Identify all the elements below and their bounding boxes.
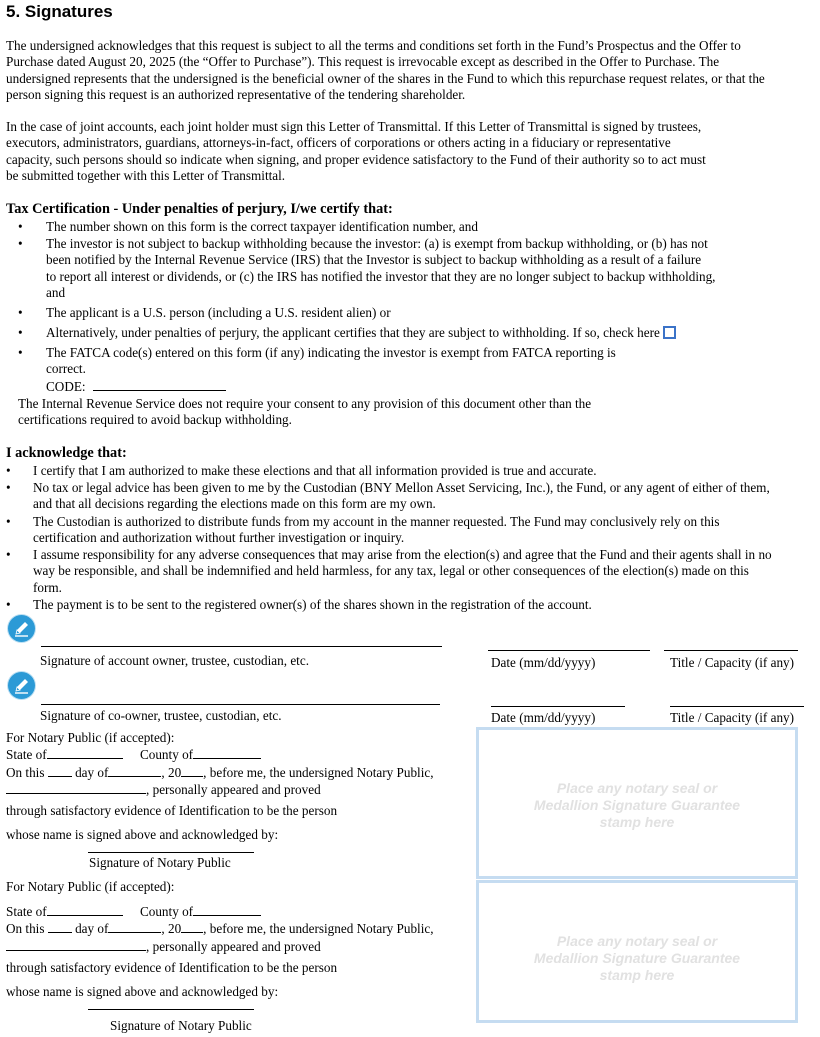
bullet-icon: •	[18, 305, 23, 320]
notary-year-field[interactable]	[181, 920, 203, 933]
notary-state-field[interactable]	[47, 903, 123, 916]
owner-signature-label: Signature of account owner, trustee, custodian, etc.	[40, 653, 309, 668]
paragraph-line: capacity, such persons should so indicate when signing, and proper evidence satisfactory to the Fund of their authority so to act must	[6, 151, 706, 167]
notary-day-field[interactable]	[48, 920, 72, 933]
coowner-title-line[interactable]	[670, 706, 804, 707]
notary-signature-label: Signature of Notary Public	[110, 1018, 252, 1033]
notary-whose-name-text: whose name is signed above and acknowledged by:	[6, 827, 279, 842]
paragraph-line: Purchase dated August 20, 2025 (the “Offer to Purchase”). This request is irrevocable except as described in the Offer to Purchase. The	[6, 54, 720, 70]
notary-month-field[interactable]	[108, 764, 161, 777]
section-heading: 5. Signatures	[6, 2, 113, 21]
notary-block-2: State of County of On this day of , 20 , before me, the undersigned Notary Public, , personally appeared and proved	[6, 904, 434, 954]
coowner-title-label: Title / Capacity (if any)	[670, 710, 795, 725]
notary-evidence-text: through satisfactory evidence of Identification to be the person	[6, 960, 338, 975]
acknowledge-heading: I acknowledge that:	[6, 445, 127, 461]
notary-intro: For Notary Public (if accepted):	[6, 730, 175, 745]
bullet-icon: •	[6, 597, 11, 612]
bullet-icon: •	[6, 480, 11, 495]
owner-signature-line[interactable]	[41, 646, 442, 647]
stamp-placeholder-text: Place any notary seal or Medallion Signature Guarantee stamp here	[533, 780, 741, 830]
notary-day-field[interactable]	[48, 764, 72, 777]
notary-evidence-text: through satisfactory evidence of Identification to be the person	[6, 803, 338, 818]
notary-signature-label: Signature of Notary Public	[89, 855, 231, 870]
fatca-code-label: CODE:	[46, 378, 86, 394]
notary-block-1: For Notary Public (if accepted): State of County of On this day of , 20 , before me, the undersigned Notary Public, , personally appeared and proved	[6, 730, 471, 798]
coowner-date-label: Date (mm/dd/yyyy)	[491, 710, 596, 725]
notary-signature-line[interactable]	[88, 1009, 254, 1010]
notary-month-field[interactable]	[108, 920, 161, 933]
withholding-checkbox[interactable]	[663, 326, 676, 339]
paragraph-line: executors, administrators, guardians, attorneys-in-fact, officers of corporations or others acting in a fiduciary or representative	[6, 135, 671, 151]
terms-paragraph	[6, 38, 816, 103]
owner-title-label: Title / Capacity (if any)	[670, 655, 795, 670]
bullet-icon: •	[18, 236, 23, 251]
notary-stamp-box[interactable]	[476, 727, 798, 879]
paragraph-line: In the case of joint accounts, each joint holder must sign this Letter of Transmittal. If this Letter of Transmittal is signed by trustees,	[6, 119, 702, 134]
coowner-signature-label: Signature of co-owner, trustee, custodian, etc.	[40, 708, 282, 723]
notary-state-field[interactable]	[47, 746, 123, 759]
paragraph-line: undersigned represents that the undersigned is the beneficial owner of the shares in the Fund to which this repurchase request relates, or that the	[6, 70, 765, 86]
notary-county-field[interactable]	[193, 903, 261, 916]
notary-intro: For Notary Public (if accepted):	[6, 879, 175, 894]
sign-here-pen-icon[interactable]	[8, 615, 35, 642]
owner-date-label: Date (mm/dd/yyyy)	[491, 655, 596, 670]
notary-county-field[interactable]	[193, 746, 261, 759]
coowner-date-line[interactable]	[491, 706, 625, 707]
bullet-icon: •	[18, 219, 23, 234]
paragraph-line: person signing this request is an authorized representative of the tendering shareholder.	[6, 86, 466, 102]
fatca-code-field[interactable]	[93, 378, 226, 391]
owner-date-line[interactable]	[488, 650, 650, 651]
owner-title-line[interactable]	[664, 650, 798, 651]
bullet-icon: •	[6, 514, 11, 529]
notary-whose-name-text: whose name is signed above and acknowledged by:	[6, 984, 279, 999]
notary-year-field[interactable]	[181, 764, 203, 777]
coowner-signature-line[interactable]	[41, 704, 440, 705]
bullet-icon: •	[6, 463, 11, 478]
joint-accounts-paragraph	[6, 119, 816, 184]
paragraph-line: be submitted together with this Letter of Transmittal.	[6, 167, 286, 183]
bullet-icon: •	[6, 547, 11, 562]
bullet-icon: •	[18, 345, 23, 360]
notary-signature-line[interactable]	[88, 852, 254, 853]
tax-certification-heading: Tax Certification - Under penalties of perjury, I/we certify that:	[6, 201, 393, 217]
stamp-placeholder-text: Place any notary seal or Medallion Signature Guarantee stamp here	[533, 933, 741, 983]
notary-stamp-box[interactable]	[476, 880, 798, 1023]
notary-name-field[interactable]	[6, 938, 146, 951]
irs-consent-note: The Internal Revenue Service does not require your consent to any provision of this document other than the certifications required to avoid backup withholding.	[18, 396, 592, 428]
sign-here-pen-icon[interactable]	[8, 672, 35, 699]
bullet-icon: •	[18, 325, 23, 340]
paragraph-line: The undersigned acknowledges that this request is subject to all the terms and conditions set forth in the Fund’s Prospectus and the Offer to	[6, 38, 741, 53]
notary-name-field[interactable]	[6, 781, 146, 794]
